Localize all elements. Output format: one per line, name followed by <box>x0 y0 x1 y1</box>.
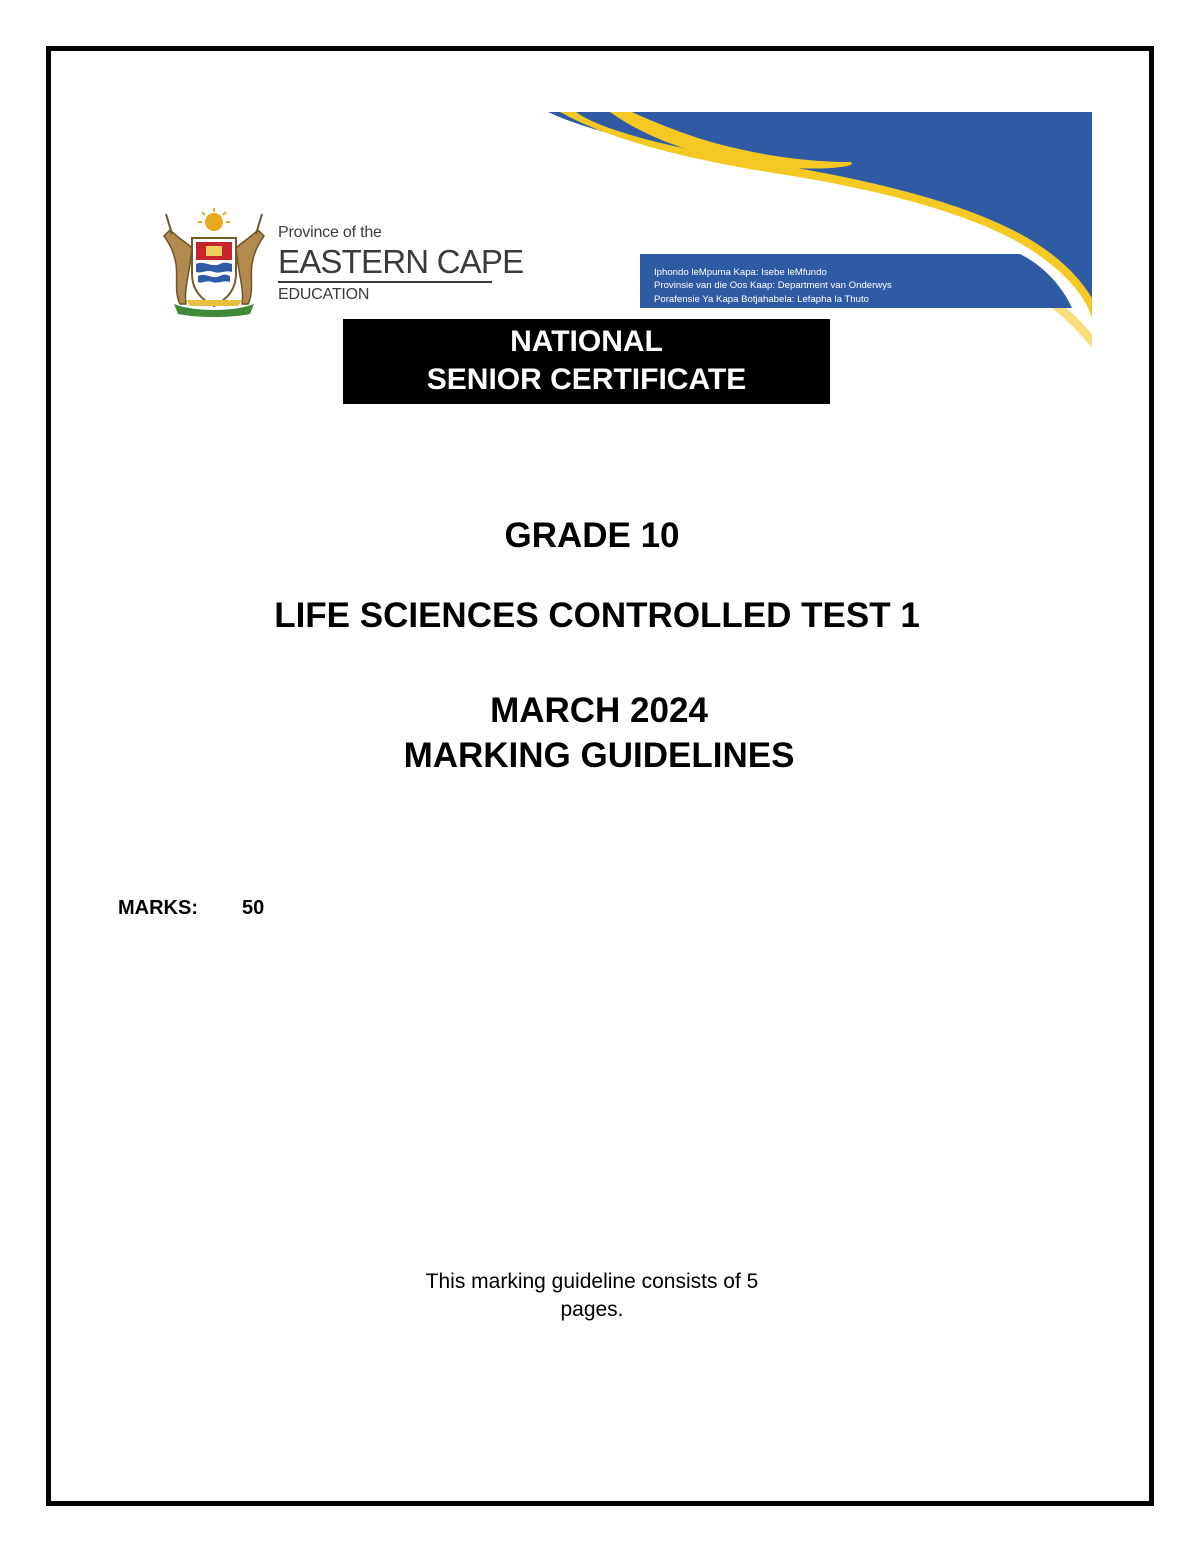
tagline-sesotho: Porafensie Ya Kapa Botjahabela: Lefapha la Thuto <box>654 293 869 305</box>
document-type-heading: MARKING GUIDELINES <box>403 736 795 775</box>
province-logo-text <box>278 224 523 304</box>
page-count-line-1: This marking guideline consists of 5 <box>425 1270 759 1293</box>
banner-graphic <box>540 112 1092 348</box>
header-banner <box>540 112 1092 348</box>
province-name: EASTERN CAPE <box>278 243 524 280</box>
certificate-line-2: SENIOR CERTIFICATE <box>426 363 747 396</box>
marks-value: 50 <box>242 897 265 919</box>
department-name: EDUCATION <box>278 286 370 303</box>
certificate-title-box <box>343 319 830 404</box>
tagline-afrikaans: Provinsie van die Oos Kaap: Department van Onderwys <box>654 280 892 292</box>
tagline-xhosa: Iphondo leMpuma Kapa: Isebe leMfundo <box>654 267 827 278</box>
marks-label: MARKS: <box>118 897 198 919</box>
subject-heading: LIFE SCIENCES CONTROLLED TEST 1 <box>274 596 920 635</box>
certificate-line-1: NATIONAL <box>510 325 663 358</box>
logo-divider <box>278 281 492 283</box>
marks-row <box>118 896 264 920</box>
department-taglines <box>654 266 892 306</box>
page-count-note <box>392 1268 792 1324</box>
grade-heading: GRADE 10 <box>504 516 680 555</box>
province-of-the-label: Province of the <box>278 224 382 241</box>
exam-date-heading: MARCH 2024 <box>490 691 708 730</box>
page-count-line-2: pages. <box>560 1298 624 1321</box>
coat-of-arms-icon <box>156 208 272 318</box>
